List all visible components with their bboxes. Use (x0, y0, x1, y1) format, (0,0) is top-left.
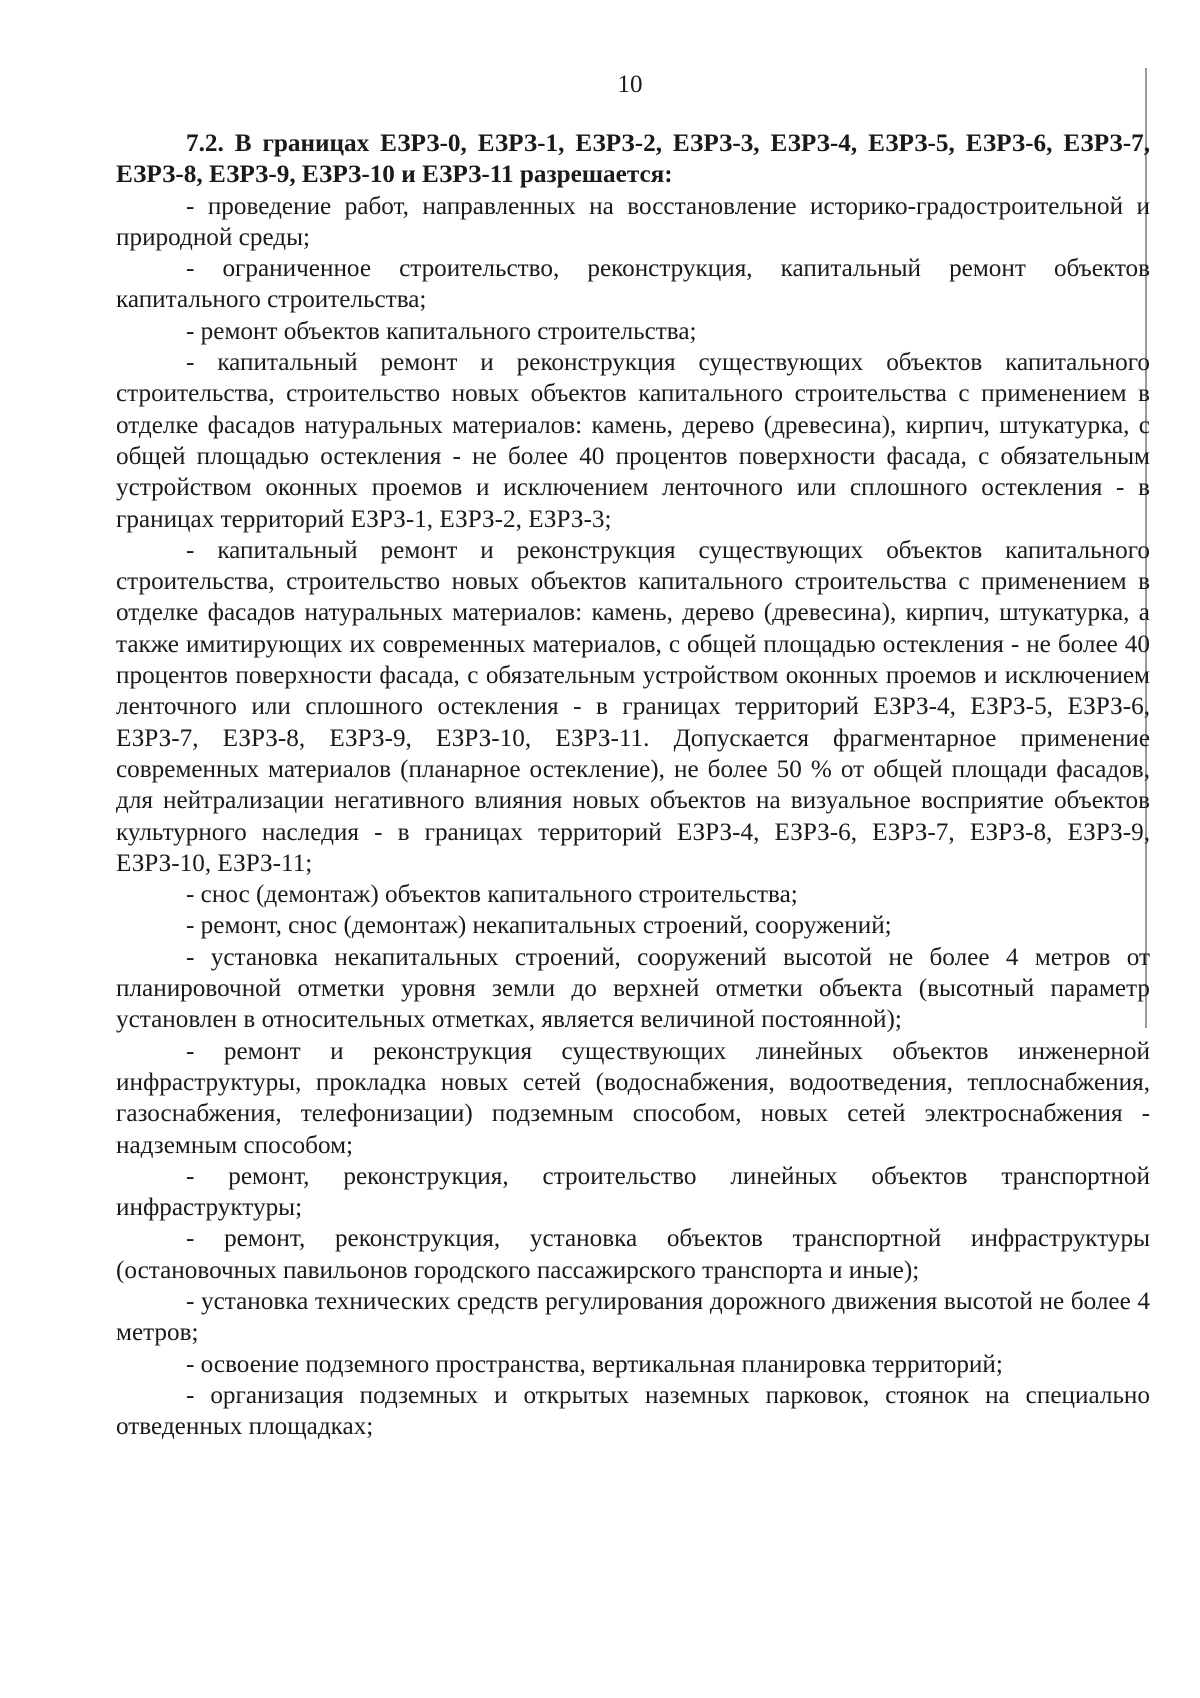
list-item: - капитальный ремонт и реконструкция существующих объектов капитального строительства, строительство новых объектов капитального строительства с применением в отделке фасадов натуральных материалов: камень, дерево (древесина), кирпич, штукатурка, а также имитирующих их современных материалов, с общей площадью остекления - не более 40 процентов поверхности фасада, с обязательным устройством оконных проемов и исключением ленточного или сплошного остекления - в границах территорий ЕЗРЗ-4, ЕЗРЗ-5, ЕЗРЗ-6, ЕЗРЗ-7, ЕЗРЗ-8, ЕЗРЗ-9, ЕЗРЗ-10, ЕЗРЗ-11. Допускается фрагментарное применение современных материалов (планарное остекление), не более 50 % от общей площади фасадов, для нейтрализации негативного влияния новых объектов на визуальное восприятие объектов культурного наследия - в границах территорий ЕЗРЗ-4, ЕЗРЗ-6, ЕЗРЗ-7, ЕЗРЗ-8, ЕЗРЗ-9, ЕЗРЗ-10, ЕЗРЗ-11; (116, 536, 1150, 877)
list-item: - организация подземных и открытых наземных парковок, стоянок на специально отведенных площадках; (116, 1381, 1150, 1441)
list-item: - ремонт, реконструкция, установка объектов транспортной инфраструктуры (остановочных павильонов городского пассажирского транспорта и иные); (116, 1225, 1150, 1284)
list-item: - ремонт объектов капитального строительства; (186, 317, 697, 345)
section-heading: 7.2. В границах ЕЗРЗ-0, ЕЗРЗ-1, ЕЗРЗ-2, ЕЗРЗ-3, ЕЗРЗ-4, ЕЗРЗ-5, ЕЗРЗ-6, ЕЗРЗ-7, ЕЗРЗ-8, ЕЗРЗ-9, ЕЗРЗ-10 и ЕЗРЗ-11 разрешается: (116, 130, 1150, 189)
list-item: - проведение работ, направленных на восстановление историко-градостроительной и природной среды; (116, 192, 1150, 251)
list-item: - капитальный ремонт и реконструкция существующих объектов капитального строительства, строительство новых объектов капитального строительства с применением в отделке фасадов натуральных материалов: камень, дерево (древесина), кирпич, штукатурка, с общей площадью остекления - не более 40 процентов поверхности фасада, с обязательным устройством оконных проемов и исключением ленточного или сплошного остекления - в границах территорий ЕЗРЗ-1, ЕЗРЗ-2, ЕЗРЗ-3; (116, 349, 1150, 533)
document-body (116, 128, 1150, 1442)
list-item: - ремонт, реконструкция, строительство линейных объектов транспортной инфраструктуры; (116, 1162, 1150, 1222)
list-item: - освоение подземного пространства, вертикальная планировка территорий; (186, 1350, 1003, 1378)
list-item: - снос (демонтаж) объектов капитального строительства; (186, 881, 798, 909)
list-item: - установка технических средств регулирования дорожного движения высотой не более 4 метров; (116, 1287, 1150, 1347)
list-item: - ограниченное строительство, реконструкция, капитальный ремонт объектов капитального строительства; (116, 255, 1150, 314)
list-item: - ремонт и реконструкция существующих линейных объектов инженерной инфраструктуры, прокладка новых сетей (водоснабжения, водоотведения, теплоснабжения, газоснабжения, телефонизации) подземным способом, новых сетей электроснабжения - надземным способом; (116, 1037, 1150, 1159)
list-item: - установка некапитальных строений, сооружений высотой не более 4 метров от планировочной отметки уровня земли до верхней отметки объекта (высотный параметр установлен в относительных отметках, является величиной постоянной); (116, 943, 1150, 1034)
page-number: 10 (617, 71, 643, 98)
list-item: - ремонт, снос (демонтаж) некапитальных строений, сооружений; (186, 912, 892, 940)
